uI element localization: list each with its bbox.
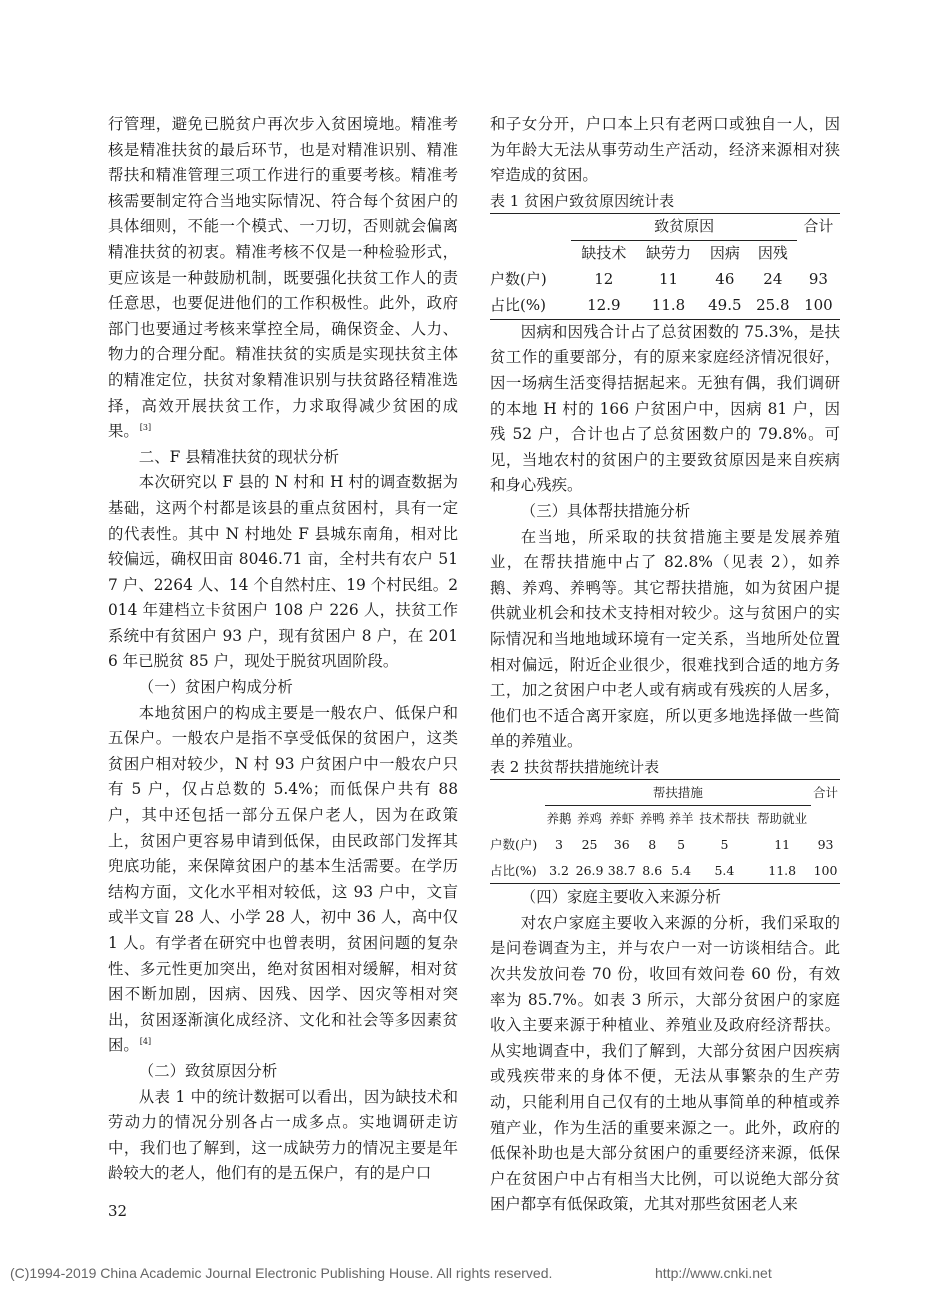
table-caption: 表 2 扶贫帮扶措施统计表: [490, 757, 660, 776]
table-row: [490, 267, 840, 293]
table-cell: 25.8: [749, 293, 797, 320]
table-column-header: 因残: [757, 243, 788, 262]
table-caption: 表 1 贫困户致贫原因统计表: [490, 191, 675, 210]
footer-link[interactable]: http://www.cnki.net: [655, 1265, 772, 1281]
table-group-header: 致贫原因: [571, 213, 796, 240]
table-cell: 11.8: [753, 858, 811, 884]
table-cell: 26.9: [573, 858, 605, 884]
table-column-header: 养鸭: [639, 811, 665, 827]
table-row-header: 占比(%): [490, 293, 571, 320]
table-cell: 8: [648, 837, 657, 853]
table-column-header: 因病: [709, 243, 740, 262]
page-number: 32: [108, 1202, 128, 1220]
body-paragraph: 本次研究以 F 县的 N 村和 H 村的调查数据为基础，这两个村都是该县的重点贫困村，具有一定的代表性。其中 N 村地处 F 县城东南角，相对比较偏远，确权田亩 8046.71 亩，全村共有农户 517 户、2264 人、14 个自然村庄、19 个村民组。2014 年建档立卡贫困户 108 户 226 人，扶贫工作系统中有贫困户 93 户，现有贫困户 8 户，在 2016 年已脱贫 85 户，现处于脱贫巩固阶段。: [108, 473, 458, 671]
table-cell: 38.7: [606, 858, 638, 884]
table-column-header: 缺劳力: [645, 243, 691, 262]
table-cell: 12.9: [571, 293, 636, 320]
table-cell: 5.4: [696, 858, 754, 884]
table-cell: 49.5: [701, 293, 749, 320]
table-cell: 46: [715, 269, 735, 288]
table-row: [490, 858, 840, 884]
table-poverty-causes: [490, 213, 840, 320]
body-paragraph: 和子女分开，户口本上只有老两口或独自一人，因为年龄大无法从事劳动生产活动，经济来源相对狭窄造成的贫困。: [490, 115, 840, 185]
body-paragraph: 因病和因残合计占了总贫困数的 75.3%，是扶贫工作的重要部分，有的原来家庭经济情况很好，因一场病生活变得拮据起来。无独有偶，我们调研的本地 H 村的 166 户贫困户中，因病 81 户，因残 52 户，合计也占了总贫困数户的 79.8%。可见，当地农村的贫困户的主要致贫原因是来自疾病和身心残疾。: [490, 322, 840, 495]
body-paragraph: 对农户家庭主要收入来源的分析，我们采取的是问卷调查为主，并与农户一对一访谈相结合。此次共发放问卷 70 份，收回有效问卷 60 份，有效率为 85.7%。如表 3 所示，大部分贫困户的家庭收入主要来源于种植业、养殖业及政府经济帮扶。从实地调查中，我们了解到，大部分贫困户因疾病或残疾带来的身体不便，无法从事繁杂的生产劳动，只能利用自己仅有的土地从事简单的种植或养殖产业，作为生活的重要来源之一。此外，政府的低保补助也是大部分贫困户的重要经济来源，低保户在贫困户中占有相当大比例，可以说绝大部分贫困户都享有低保政策，尤其对那些贫困老人来: [490, 913, 840, 1214]
table-cell: 5: [677, 837, 686, 853]
table-cell: 11: [774, 837, 791, 853]
table-cell: 25: [581, 837, 598, 853]
table-row: [490, 293, 840, 320]
table-column-header: 养鹅: [546, 811, 572, 827]
table-corner: [490, 240, 571, 267]
body-paragraph: 在当地，所采取的扶贫措施主要是发展养殖业，在帮扶措施中占了 82.8%（见表 2），如养鹅、养鸡、养鸭等。其它帮扶措施，如为贫困户提供就业机会和技术支持相对较少。这与贫困户的实际情况和当地地域环境有一定关系，当地所处位置相对偏远，附近企业很少，很难找到合适的地方务工，加之贫困户中老人或有病或有残疾的人居多，他们也不适合离开家庭，所以更多地选择做一些简单的养殖业。: [490, 527, 840, 751]
table-total-header: 合计: [797, 213, 840, 240]
citation-ref[interactable]: [4]: [139, 1037, 152, 1047]
body-paragraph: 行管理，避免已脱贫户再次步入贫困境地。精准考核是精准扶贫的最后环节，也是对精准识别、精准帮扶和精准管理三项工作进行的重要考核。精准考核需要制定符合当地实际情况、符合每个贫困户的具体细则，不能一个模式、一刀切，否则就会偏离精准扶贫的初衷。精准考核不仅是一种检验形式，更应该是一种鼓励机制，既要强化扶贫工作人的责任意思，也要促进他们的工作积极性。此外，政府部门也要通过考核来掌控全局，确保资金、人力、物力的合理分配。精准扶贫的实质是实现扶贫主体的精准定位，扶贫对象精准识别与扶贫路径精准选择，高效开展扶贫工作，力求取得减少贫困的成果。[3]: [108, 115, 458, 441]
table-assistance-measures: [490, 779, 840, 884]
subsection-heading: （一）贫困户构成分析: [138, 678, 293, 697]
table-corner: [797, 240, 840, 267]
table-row: [490, 832, 840, 858]
table-cell: 3.2: [545, 858, 574, 884]
table-column-header: 帮助就业: [757, 811, 808, 827]
table-corner: [811, 806, 840, 832]
table-row-header: 户数(户): [490, 837, 538, 853]
subsection-heading: （三）具体帮扶措施分析: [520, 501, 691, 520]
table-column-header: 缺技术: [581, 243, 627, 262]
table-cell: 5.4: [667, 858, 696, 884]
table-total-header: 合计: [811, 779, 840, 806]
left-column: [108, 112, 458, 1187]
table-row-header: 占比(%): [490, 858, 545, 884]
right-column: [490, 112, 840, 1218]
table-cell: 11.8: [636, 293, 701, 320]
subsection-heading: （四）家庭主要收入来源分析: [520, 888, 721, 907]
table-cell: 100: [811, 858, 840, 884]
table-cell: 5: [720, 837, 729, 853]
table-cell: 93: [817, 837, 834, 853]
table-cell: 24: [763, 269, 783, 288]
table-cell: 100: [797, 293, 840, 320]
table-column-header: 养鸡: [577, 811, 603, 827]
table-cell: 11: [658, 269, 679, 288]
table-cell: 12: [594, 269, 614, 288]
subsection-heading: （二）致贫原因分析: [138, 1061, 278, 1080]
table-cell: 36: [613, 837, 630, 853]
table-cell: 93: [808, 269, 828, 288]
citation-ref[interactable]: [3]: [139, 423, 152, 433]
table-group-header: 帮扶措施: [545, 779, 811, 806]
table-cell: 3: [555, 837, 563, 853]
table-corner: [490, 779, 545, 806]
copyright-notice: (C)1994-2019 China Academic Journal Electronic Publishing House. All rights reserved.: [10, 1265, 553, 1281]
section-heading: 二、F 县精准扶贫的现状分析: [138, 447, 340, 466]
table-column-header: 养羊: [668, 811, 694, 827]
table-cell: 8.6: [638, 858, 667, 884]
table-corner: [490, 213, 571, 240]
table-row-header: 户数(户): [490, 269, 547, 288]
body-paragraph: 从表 1 中的统计数据可以看出，因为缺技术和劳动力的情况分别各占一成多点。实地调研走访中，我们也了解到，这一成缺劳力的情况主要是年龄较大的老人，他们有的是五保户，有的是户口: [108, 1087, 458, 1183]
table-column-header: 养虾: [609, 811, 635, 827]
table-column-header: 技术帮扶: [699, 811, 750, 827]
body-paragraph: 本地贫困户的构成主要是一般农户、低保户和五保户。一般农户是指不享受低保的贫困户，这类贫困户相对较少，N 村 93 户贫困户中一般农户只有 5 户，仅占总数的 5.4%；而低保户共有 88 户，其中还包括一部分五保户老人，因为在政策上，贫困户更容易申请到低保，由民政部门发挥其兜底功能，来保障贫困户的基本生活需要。在学历结构方面，文化水平相对较低，这 93 户中，文盲或半文盲 28 人、小学 28 人，初中 36 人，高中仅 1 人。有学者在研究中也曾表明，贫困问题的复杂性、多元性更加突出，绝对贫困相对缓解，相对贫困不断加剧，因病、因残、因学、因灾等相对突出，贫困逐渐演化成经济、文化和社会等多因素贫困。[4]: [108, 703, 458, 1055]
table-corner: [490, 806, 545, 832]
